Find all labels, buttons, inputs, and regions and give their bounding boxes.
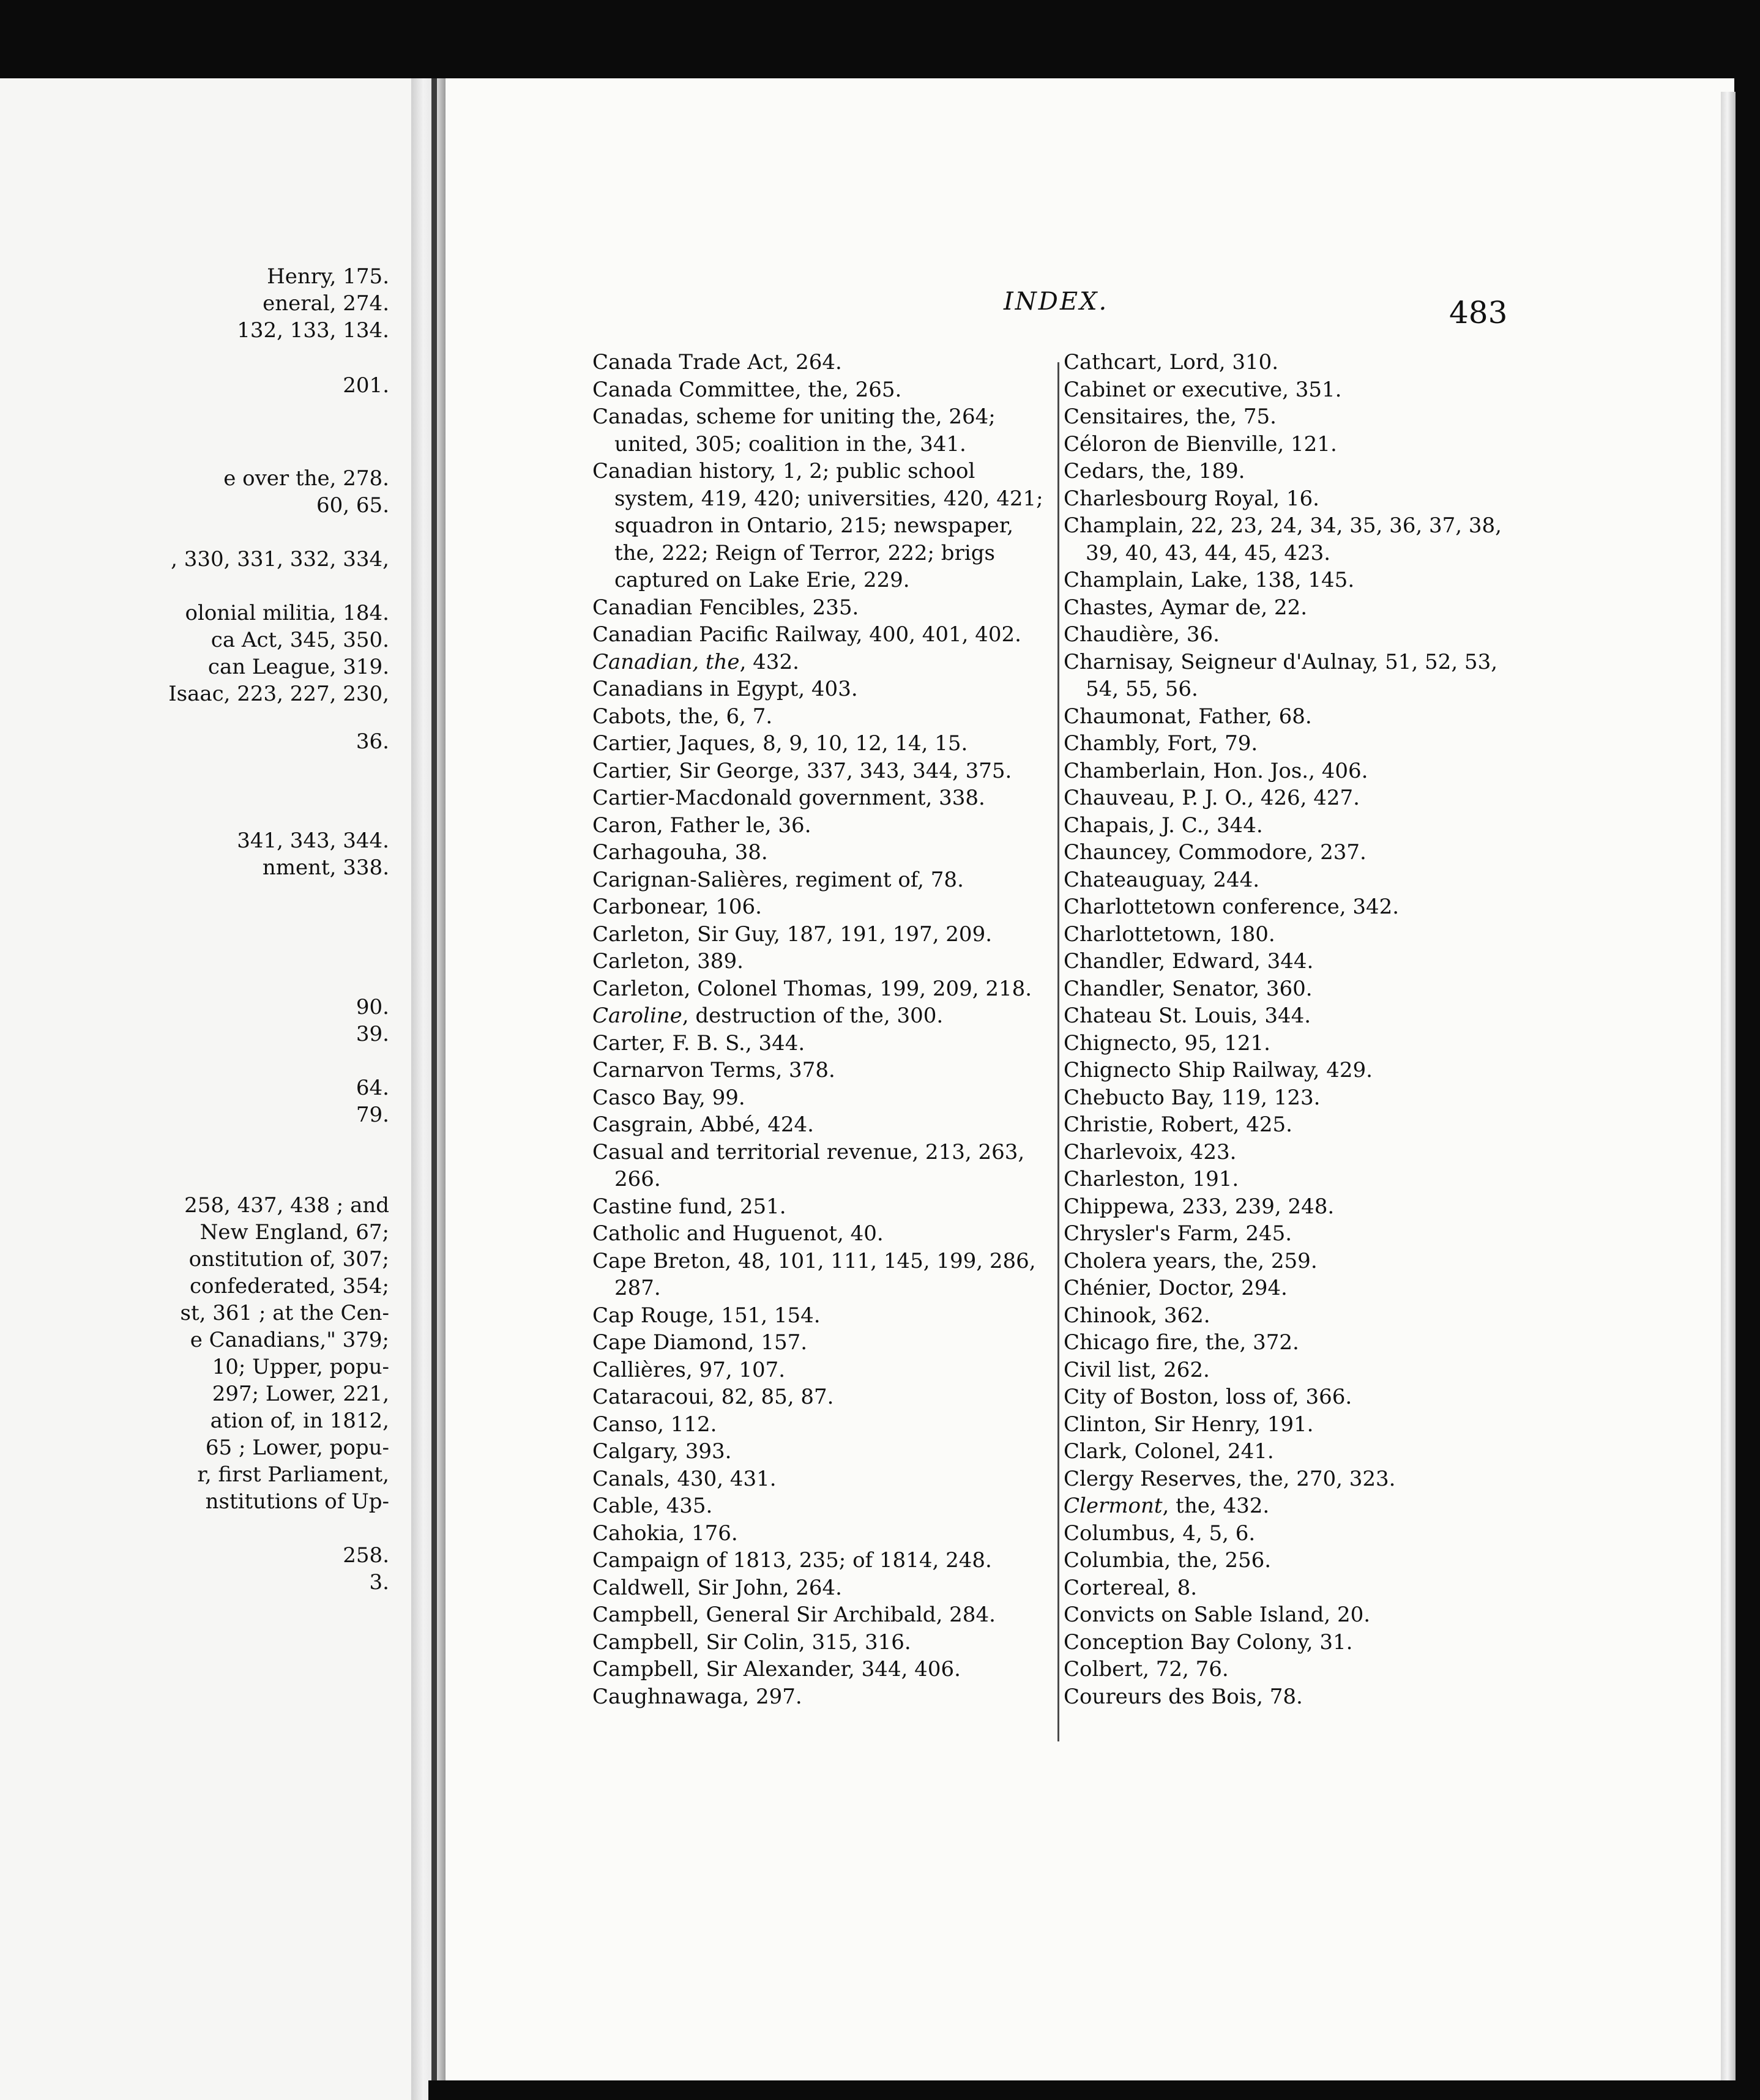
index-entry: Callières, 97, 107.	[592, 1357, 786, 1382]
left-page-line: e Canadians," 379;	[190, 1328, 389, 1352]
index-entry: Champlain, Lake, 138, 145.	[1064, 568, 1355, 592]
index-entry: Chrysler's Farm, 245.	[1064, 1221, 1292, 1246]
index-entry: Civil list, 262.	[1064, 1357, 1210, 1382]
index-entry: Campbell, Sir Alexander, 344, 406.	[592, 1657, 961, 1681]
index-entry: Carignan-Salières, regiment of, 78.	[592, 867, 964, 892]
left-page-line: can League, 319.	[207, 655, 389, 679]
index-entry: Céloron de Bienville, 121.	[1064, 431, 1337, 456]
index-entry: Cedars, the, 189.	[1064, 459, 1245, 483]
index-entry: Coureurs des Bois, 78.	[1064, 1684, 1303, 1709]
index-entry: City of Boston, loss of, 366.	[1064, 1385, 1352, 1409]
index-entry: Columbia, the, 256.	[1064, 1548, 1272, 1573]
index-entry: Chinook, 362.	[1064, 1303, 1210, 1328]
index-entry: Cape Diamond, 157.	[592, 1330, 808, 1355]
index-entry: Chauveau, P. J. O., 426, 427.	[1064, 786, 1360, 810]
index-entry: Convicts on Sable Island, 20.	[1064, 1603, 1371, 1627]
left-page-line: 132, 133, 134.	[237, 318, 389, 343]
index-entry: Chamberlain, Hon. Jos., 406.	[1064, 758, 1368, 783]
page-number: 483	[1449, 295, 1508, 330]
index-entry: Canadian Pacific Railway, 400, 401, 402.	[592, 622, 1021, 647]
index-entry: Canadian history, 1, 2; public school system, 419, 420; universities, 420, 421; squadron in Ontario, 215; newspaper, the, 222; Reign of Terror, 222; brigs captured on Lake Erie, 229.	[592, 459, 1043, 592]
left-page-line: st, 361 ; at the Cen-	[180, 1301, 389, 1325]
left-page-line: Henry, 175.	[267, 264, 389, 289]
index-entry: Caron, Father le, 36.	[592, 813, 811, 838]
index-entry: Christie, Robert, 425.	[1064, 1112, 1292, 1137]
index-entry: Catholic and Huguenot, 40.	[592, 1221, 884, 1246]
index-entry: Chaumonat, Father, 68.	[1064, 704, 1312, 729]
index-entry: Campbell, General Sir Archibald, 284.	[592, 1603, 996, 1627]
index-entry: Canals, 430, 431.	[592, 1466, 777, 1491]
index-entry: Chebucto Bay, 119, 123.	[1064, 1085, 1321, 1110]
index-entry: Canso, 112.	[592, 1412, 717, 1437]
left-page-line: ation of, in 1812,	[210, 1409, 389, 1433]
index-entry: Chateauguay, 244.	[1064, 867, 1260, 892]
index-entry: Chénier, Doctor, 294.	[1064, 1276, 1288, 1300]
index-entry: Clermont, the, 432.	[1064, 1494, 1270, 1518]
index-entry: Caldwell, Sir John, 264.	[592, 1575, 842, 1600]
index-entry: Charnisay, Seigneur d'Aulnay, 51, 52, 53, 54, 55, 56.	[1064, 649, 1498, 701]
index-entry: Cabinet or executive, 351.	[1064, 377, 1342, 402]
index-entry: Charlevoix, 423.	[1064, 1139, 1237, 1164]
index-entry: Campbell, Sir Colin, 315, 316.	[592, 1629, 911, 1655]
index-entry: Chambly, Fort, 79.	[1064, 731, 1258, 756]
left-page-line: e over the, 278.	[223, 466, 389, 491]
index-entry: Caroline, destruction of the, 300.	[592, 1003, 944, 1028]
index-entry: Canadas, scheme for uniting the, 264; united, 305; coalition in the, 341.	[592, 404, 996, 456]
index-entry: Charlottetown, 180.	[1064, 922, 1275, 947]
left-page-line: 39.	[356, 1022, 389, 1046]
index-entry: Carleton, Sir Guy, 187, 191, 197, 209.	[592, 922, 993, 947]
index-entry: Cartier-Macdonald government, 338.	[592, 786, 985, 810]
left-page-line: confederated, 354;	[189, 1274, 389, 1298]
index-entry: Canadian, the, 432.	[592, 649, 799, 674]
index-entry: Casgrain, Abbé, 424.	[592, 1112, 814, 1137]
column-divider	[1057, 362, 1059, 1741]
left-page-line: nment, 338.	[262, 855, 389, 880]
index-entry: Champlain, 22, 23, 24, 34, 35, 36, 37, 38, 39, 40, 43, 44, 45, 423.	[1064, 513, 1502, 565]
index-entry: Chateau St. Louis, 344.	[1064, 1003, 1311, 1028]
index-entry: Clergy Reserves, the, 270, 323.	[1064, 1466, 1396, 1491]
index-entry: Chandler, Edward, 344.	[1064, 949, 1314, 974]
index-entry: Chaudière, 36.	[1064, 622, 1220, 647]
index-entry: Canada Committee, the, 265.	[592, 377, 902, 402]
left-page-line: eneral, 274.	[263, 291, 389, 316]
left-page-line: 64.	[356, 1076, 389, 1100]
index-entry: Carleton, 389.	[592, 949, 744, 974]
spine-shadow	[431, 78, 437, 2100]
index-entry: Casual and territorial revenue, 213, 263, 266.	[592, 1139, 1025, 1191]
left-page-line: 79.	[356, 1103, 389, 1127]
left-page-line: New England, 67;	[199, 1220, 389, 1245]
index-entry: Chastes, Aymar de, 22.	[1064, 595, 1308, 620]
book-gutter	[411, 78, 446, 2100]
left-page-line: 258.	[343, 1543, 389, 1568]
index-entry: Campaign of 1813, 235; of 1814, 248.	[592, 1548, 992, 1573]
page-edge-shadow	[1721, 92, 1736, 2087]
left-page-line: 3.	[369, 1570, 389, 1595]
index-entry: Colbert, 72, 76.	[1064, 1657, 1229, 1681]
index-entry: Chippewa, 233, 239, 248.	[1064, 1194, 1335, 1219]
left-page-fragment	[0, 78, 413, 2100]
index-entry: Charlesbourg Royal, 16.	[1064, 486, 1319, 511]
index-entry: Conception Bay Colony, 31.	[1064, 1629, 1353, 1655]
index-entry: Chicago fire, the, 372.	[1064, 1330, 1299, 1355]
index-entry: Carhagouha, 38.	[592, 840, 768, 865]
index-entry: Calgary, 393.	[592, 1439, 732, 1464]
index-entry: Chignecto, 95, 121.	[1064, 1030, 1270, 1056]
index-entry: Carleton, Colonel Thomas, 199, 209, 218.	[592, 976, 1032, 1001]
index-entry: Clark, Colonel, 241.	[1064, 1439, 1274, 1464]
index-entry: Castine fund, 251.	[592, 1194, 786, 1219]
index-entry: Casco Bay, 99.	[592, 1085, 745, 1110]
index-entry: Cataracoui, 82, 85, 87.	[592, 1385, 834, 1409]
index-entry: Chandler, Senator, 360.	[1064, 976, 1313, 1001]
scan-bottom-border	[428, 2080, 1760, 2100]
left-page-line: Isaac, 223, 227, 230,	[168, 682, 389, 706]
index-entry: Censitaires, the, 75.	[1064, 404, 1277, 429]
left-page-line: 90.	[356, 995, 389, 1019]
index-entry: Chapais, J. C., 344.	[1064, 813, 1263, 838]
index-entry: Cable, 435.	[592, 1494, 713, 1518]
index-entry: Charlottetown conference, 342.	[1064, 895, 1400, 919]
left-page-line: 201.	[343, 373, 389, 398]
index-entry: Cathcart, Lord, 310.	[1064, 350, 1279, 374]
left-page-line: 60, 65.	[316, 493, 389, 518]
left-page-line: 258, 437, 438 ; and	[184, 1193, 389, 1218]
index-entry: Charleston, 191.	[1064, 1167, 1239, 1191]
left-page-line: nstitutions of Up-	[205, 1489, 389, 1514]
index-entry: Cabots, the, 6, 7.	[592, 704, 773, 729]
left-page-line: 341, 343, 344.	[237, 828, 389, 853]
index-entry: Canadians in Egypt, 403.	[592, 677, 858, 701]
index-entry: Chignecto Ship Railway, 429.	[1064, 1058, 1373, 1082]
left-page-line: , 330, 331, 332, 334,	[171, 547, 389, 572]
left-page-line: onstitution of, 307;	[188, 1247, 389, 1272]
index-entry: Cartier, Jaques, 8, 9, 10, 12, 14, 15.	[592, 731, 968, 756]
left-page-line: 65 ; Lower, popu-	[205, 1435, 389, 1460]
index-entry: Canadian Fencibles, 235.	[592, 595, 859, 620]
left-page-line: ca Act, 345, 350.	[211, 628, 389, 652]
index-entry: Chauncey, Commodore, 237.	[1064, 840, 1367, 865]
index-entry: Carbonear, 106.	[592, 895, 762, 919]
index-entry: Cholera years, the, 259.	[1064, 1248, 1318, 1273]
running-head: INDEX.	[1004, 288, 1109, 316]
index-entry: Cortereal, 8.	[1064, 1575, 1198, 1600]
index-entry: Cap Rouge, 151, 154.	[592, 1303, 821, 1328]
left-page-line: olonial militia, 184.	[185, 601, 389, 625]
index-entry: Columbus, 4, 5, 6.	[1064, 1521, 1256, 1546]
index-column-left	[592, 349, 1045, 1710]
left-page-line: 10; Upper, popu-	[212, 1355, 389, 1379]
index-entry: Cape Breton, 48, 101, 111, 145, 199, 286, 287.	[592, 1248, 1036, 1300]
index-entry: Carter, F. B. S., 344.	[592, 1030, 805, 1056]
left-page-line: r, first Parliament,	[197, 1462, 389, 1487]
index-entry: Cartier, Sir George, 337, 343, 344, 375.	[592, 758, 1012, 783]
index-entry: Caughnawaga, 297.	[592, 1684, 802, 1709]
left-page-line: 36.	[356, 729, 389, 754]
left-page-line: 297; Lower, 221,	[212, 1382, 389, 1406]
index-entry: Cahokia, 176.	[592, 1521, 738, 1546]
index-entry: Carnarvon Terms, 378.	[592, 1058, 835, 1082]
index-column-right	[1064, 349, 1516, 1710]
index-entry: Clinton, Sir Henry, 191.	[1064, 1412, 1314, 1437]
index-entry: Canada Trade Act, 264.	[592, 350, 842, 374]
